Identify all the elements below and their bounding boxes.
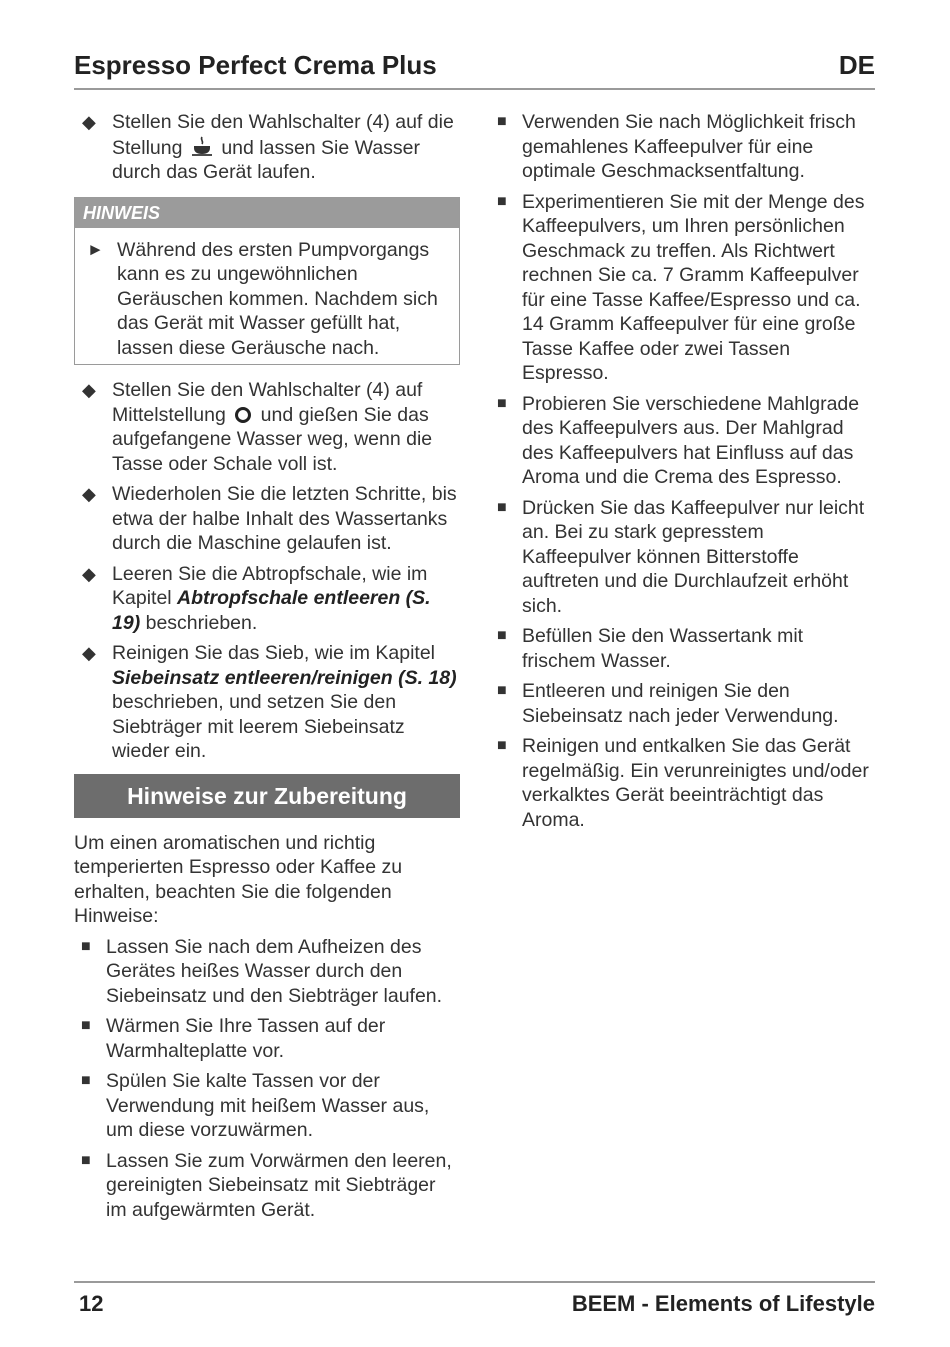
section-heading: Hinweise zur Zubereitung — [74, 774, 460, 818]
language-code: DE — [838, 50, 875, 80]
triangle-right-icon: ► — [87, 239, 104, 259]
list-item: ■ Experimentieren Sie mit der Menge des Kaffeepulvers, um Ihren persönlichen Geschmack zu treffen. Als Richtwert rechnen Sie ca. 7 Gramm Kaffeepulver für eine Tasse Kaffee/Espresso und ca. 14 Gramm Kaffeepulver für eine große Tasse Kaffee oder zwei Tassen Espresso. — [497, 190, 865, 384]
square-icon: ■ — [497, 113, 507, 130]
step-item: ◆ Stellen Sie den Wahlschalter (4) auf die Stellung und lassen Sie Wasser durch das Gerät laufen. — [82, 111, 454, 183]
list-item: ■ Probieren Sie verschiedene Mahlgrade des Kaffeepulvers aus. Der Mahlgrad des Kaffeepulvers hat Einfluss auf das Aroma und die Crema des Espresso. — [497, 392, 860, 488]
list-item: ■ Befüllen Sie den Wassertank mit frischem Wasser. — [497, 625, 804, 672]
left-column — [74, 110, 460, 1228]
page-number: 12 — [79, 1291, 104, 1316]
hot-water-cup-icon — [191, 135, 213, 157]
step-item: ◆ Leeren Sie die Abtropfschale, wie im Kapitel Abtropfschale entleeren (S. 19) beschrieben. — [82, 562, 431, 634]
note-box — [74, 197, 460, 366]
list-item: ■ Lassen Sie nach dem Aufheizen des Gerätes heißes Wasser durch den Siebeinsatz und den Siebträger laufen. — [81, 935, 443, 1007]
document-title: Espresso Perfect Crema Plus — [74, 50, 437, 80]
square-icon: ■ — [497, 627, 507, 644]
list-item: ■ Verwenden Sie nach Möglichkeit frisch gemahlenes Kaffeepulver für eine optimale Geschmacksentfaltung. — [497, 111, 856, 182]
diamond-icon: ◆ — [82, 484, 96, 504]
brand-name: BEEM - Elements of Lifestyle — [571, 1291, 875, 1316]
diamond-icon: ◆ — [82, 563, 96, 584]
square-icon: ■ — [81, 1017, 91, 1034]
step-item: ◆ Reinigen Sie das Sieb, wie im Kapitel Siebeinsatz entleeren/reinigen (S. 18) beschrieben, und setzen Sie den Siebträger mit leerem Siebeinsatz wieder ein. — [82, 642, 457, 762]
circle-icon — [234, 406, 252, 424]
chapter-reference: Abtropfschale entleeren (S. 19) — [112, 587, 431, 634]
list-item: ■ Drücken Sie das Kaffeepulver nur leicht an. Bei zu stark gepresstem Kaffeepulver können Bitterstoffe auftreten und die Durchlaufzeit erhöht sich. — [497, 496, 865, 617]
diamond-icon: ◆ — [82, 380, 96, 400]
note-text: Während des ersten Pumpvorgangs kann es zu ungewöhnlichen Geräuschen kommen. Nachdem sich das Gerät mit Wasser gefüllt hat, lassen diese Geräusche nach. — [117, 238, 438, 359]
diamond-icon: ◆ — [82, 643, 96, 663]
step-item: ◆ Stellen Sie den Wahlschalter (4) auf Mittelstellung und gießen Sie das aufgefangene Wasser weg, wenn die Tasse oder Schale voll ist. — [82, 379, 433, 475]
page-header — [74, 48, 875, 90]
list-item: ■ Lassen Sie zum Vorwärmen den leeren, gereinigten Siebeinsatz mit Siebträger im aufgewärmten Gerät. — [81, 1149, 452, 1221]
intro-paragraph: Um einen aromatischen und richtig temperierten Espresso oder Kaffee zu erhalten, beachten Sie die folgenden Hinweise: — [74, 831, 403, 927]
square-icon: ■ — [81, 1072, 91, 1089]
note-title: HINWEIS — [75, 198, 459, 228]
square-icon: ■ — [497, 682, 507, 699]
square-icon: ■ — [81, 1151, 91, 1169]
list-item: ■ Entleeren und reinigen Sie den Siebeinsatz nach jeder Verwendung. — [497, 680, 839, 727]
square-icon: ■ — [497, 394, 507, 412]
page-footer — [74, 1281, 875, 1323]
square-icon: ■ — [497, 498, 507, 516]
square-icon: ■ — [497, 737, 507, 754]
step-item: ◆ Wiederholen Sie die letzten Schritte, bis etwa der halbe Inhalt des Wassertanks durch die Maschine gelaufen ist. — [82, 483, 457, 554]
square-icon: ■ — [81, 937, 91, 955]
list-item: ■ Spülen Sie kalte Tassen vor der Verwendung mit heißem Wasser aus, um diese vorzuwärmen. — [81, 1070, 430, 1141]
right-column — [497, 110, 877, 838]
diamond-icon: ◆ — [82, 112, 96, 132]
list-item: ■ Reinigen und entkalken Sie das Gerät regelmäßig. Ein verunreinigtes und/oder verkalktes Gerät beeinträchtigt das Aroma. — [497, 735, 869, 831]
chapter-reference: Siebeinsatz entleeren/reinigen (S. 18) — [112, 666, 457, 689]
list-item: ■ Wärmen Sie Ihre Tassen auf der Warmhalteplatte vor. — [81, 1015, 386, 1062]
square-icon: ■ — [497, 192, 507, 210]
